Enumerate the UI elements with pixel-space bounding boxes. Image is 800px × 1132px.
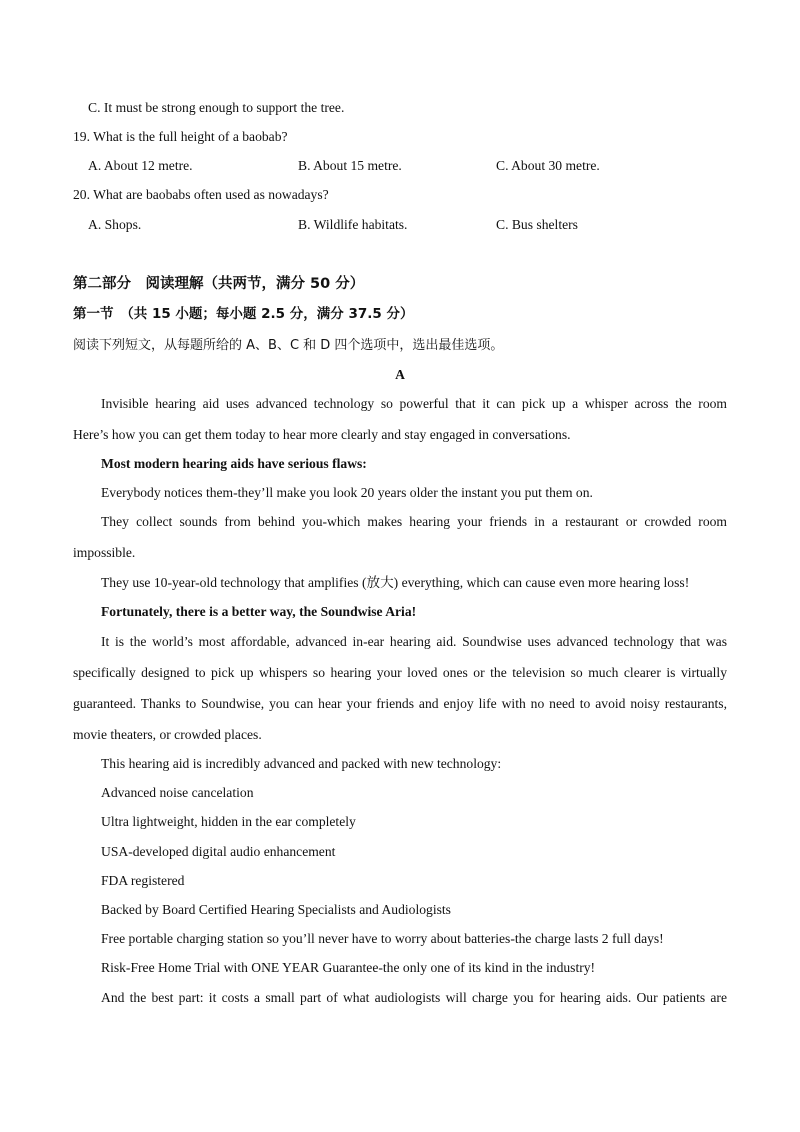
- passage-p3-line1: And the best part: it costs a small part of what audiologists will charge you for hearing aids. Our patients are: [101, 990, 727, 1005]
- flaw-3: They use 10-year-old technology that amplifies (放大) everything, which can cause even more hearing loss!: [101, 575, 690, 590]
- feature-item: FDA registered: [101, 873, 185, 888]
- feature-item: Risk-Free Home Trial with ONE YEAR Guarantee-the only one of its kind in the industry!: [101, 960, 596, 975]
- feature-item: Backed by Board Certified Hearing Specialists and Audiologists: [101, 902, 451, 917]
- q20-stem: 20. What are baobabs often used as nowadays?: [73, 187, 329, 202]
- features-intro: This hearing aid is incredibly advanced and packed with new technology:: [101, 756, 502, 771]
- feature-item: Advanced noise cancelation: [101, 785, 254, 800]
- reading-instruction: 阅读下列短文，从每题所给的 A、B、C 和 D 四个选项中，选出最佳选项。: [73, 338, 504, 353]
- flaw-2-line2: impossible.: [73, 545, 136, 560]
- passage-p2-line1: It is the world’s most affordable, advanced in-ear hearing aid. Soundwise uses advanced technology that was: [101, 634, 727, 649]
- feature-item: Free portable charging station so you’ll never have to worry about batteries-the charge lasts 2 full days!: [101, 931, 664, 946]
- q18-option-c: C. It must be strong enough to support the tree.: [88, 100, 345, 115]
- feature-item: USA-developed digital audio enhancement: [101, 844, 336, 859]
- passage-p2-line2: specifically designed to pick up whispers so hearing your loved ones or the television so much clearer is virtually: [73, 665, 727, 680]
- flaw-2-line1: They collect sounds from behind you-which makes hearing your friends in a restaurant or crowded room: [101, 514, 727, 529]
- q20-option-b: B. Wildlife habitats.: [298, 217, 408, 232]
- q19-option-b: B. About 15 metre.: [298, 158, 402, 173]
- passage-p2-line4: movie theaters, or crowded places.: [73, 727, 262, 742]
- section1-heading: 第一节 （共 15 小题；每小题 2.5 分，满分 37.5 分）: [73, 306, 414, 322]
- q19-option-c: C. About 30 metre.: [496, 158, 600, 173]
- flaw-1: Everybody notices them-they’ll make you look 20 years older the instant you put them on.: [101, 485, 593, 500]
- part2-heading: 第二部分 阅读理解（共两节，满分 50 分）: [73, 276, 365, 292]
- q20-option-a: A. Shops.: [88, 217, 142, 232]
- passage-p2-line3: guaranteed. Thanks to Soundwise, you can hear your friends and enjoy life with no need to avoid noisy restaurants,: [73, 696, 727, 711]
- passage-label: A: [395, 367, 405, 382]
- q20-option-c: C. Bus shelters: [496, 217, 578, 232]
- flaws-heading: Most modern hearing aids have serious flaws:: [101, 456, 367, 471]
- q19-stem: 19. What is the full height of a baobab?: [73, 129, 288, 144]
- passage-p1-line1: Invisible hearing aid uses advanced technology so powerful that it can pick up a whisper across the room: [101, 396, 727, 411]
- q19-option-a: A. About 12 metre.: [88, 158, 193, 173]
- feature-item: Ultra lightweight, hidden in the ear completely: [101, 814, 356, 829]
- better-way-heading: Fortunately, there is a better way, the Soundwise Aria!: [101, 604, 417, 619]
- passage-p1-line2: Here’s how you can get them today to hear more clearly and stay engaged in conversations.: [73, 427, 571, 442]
